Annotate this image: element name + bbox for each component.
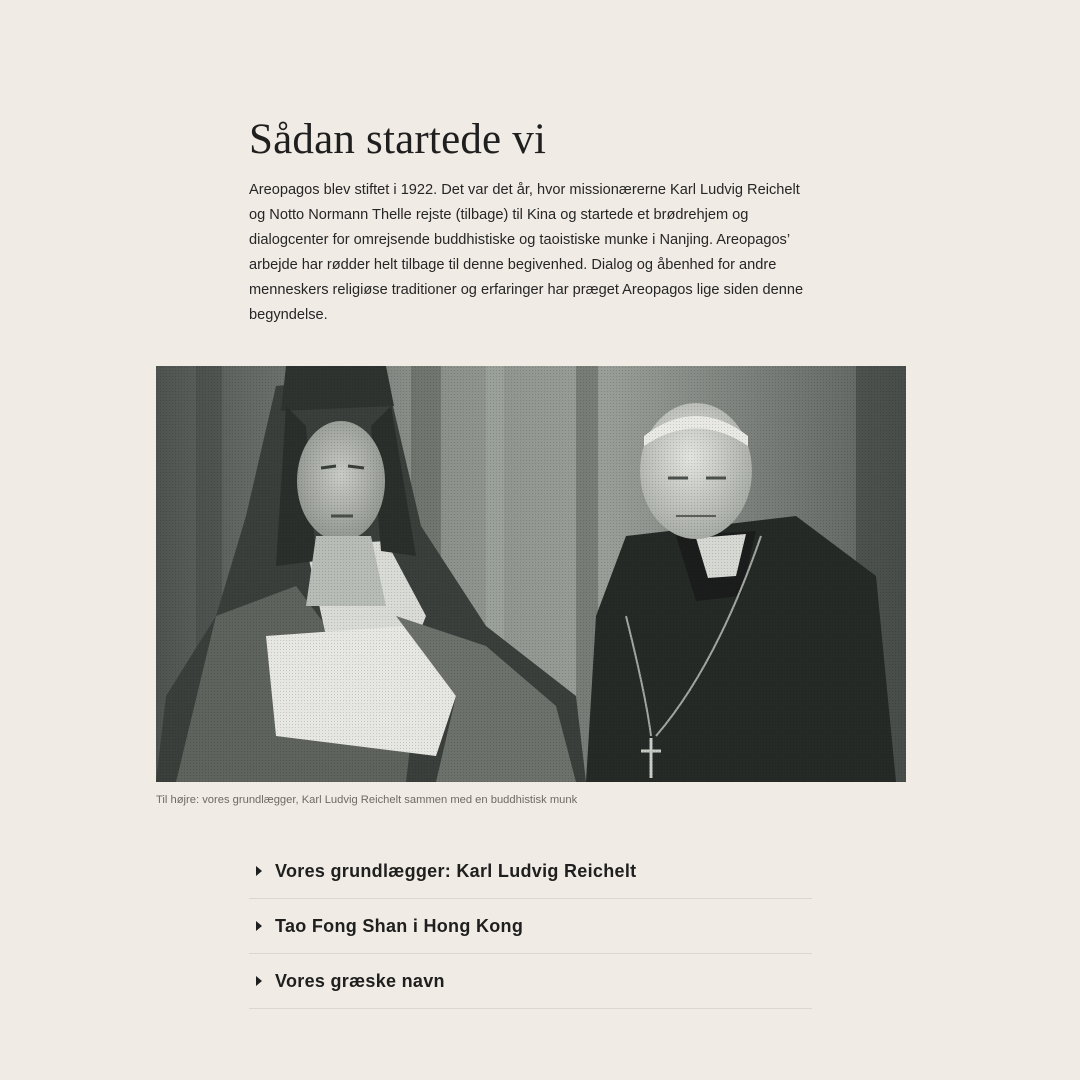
caret-right-icon	[256, 921, 262, 931]
photo-caption: Til højre: vores grundlægger, Karl Ludvig Reichelt sammen med en buddhistisk munk	[156, 794, 578, 806]
caret-right-icon	[256, 976, 262, 986]
historical-photo	[156, 366, 906, 782]
intro-paragraph: Areopagos blev stiftet i 1922. Det var det år, hvor missionærerne Karl Ludvig Reichelt og Notto Normann Thelle rejste (tilbage) til Kina og startede et brødrehjem og dialogcenter for omrejsende buddhistiske og taoistiske munke i Nanjing. Areopagos’ arbejde har rødder helt tilbage til denne begivenhed. Dialog og åbenhed for andre menneskers religiøse traditioner og erfaringer har præget Areopagos lige siden denne begyndelse.	[249, 182, 804, 323]
accordion-item-founder[interactable]	[249, 844, 812, 899]
accordion-item-greek-name[interactable]	[249, 954, 812, 1009]
accordion-label: Vores græske navn	[275, 970, 445, 991]
accordion	[249, 844, 812, 1009]
accordion-item-tao-fong-shan[interactable]	[249, 899, 812, 954]
accordion-label: Tao Fong Shan i Hong Kong	[275, 915, 524, 936]
accordion-label: Vores grundlægger: Karl Ludvig Reichelt	[275, 860, 637, 881]
page-title: Sådan startede vi	[249, 116, 547, 163]
caret-right-icon	[256, 866, 262, 876]
